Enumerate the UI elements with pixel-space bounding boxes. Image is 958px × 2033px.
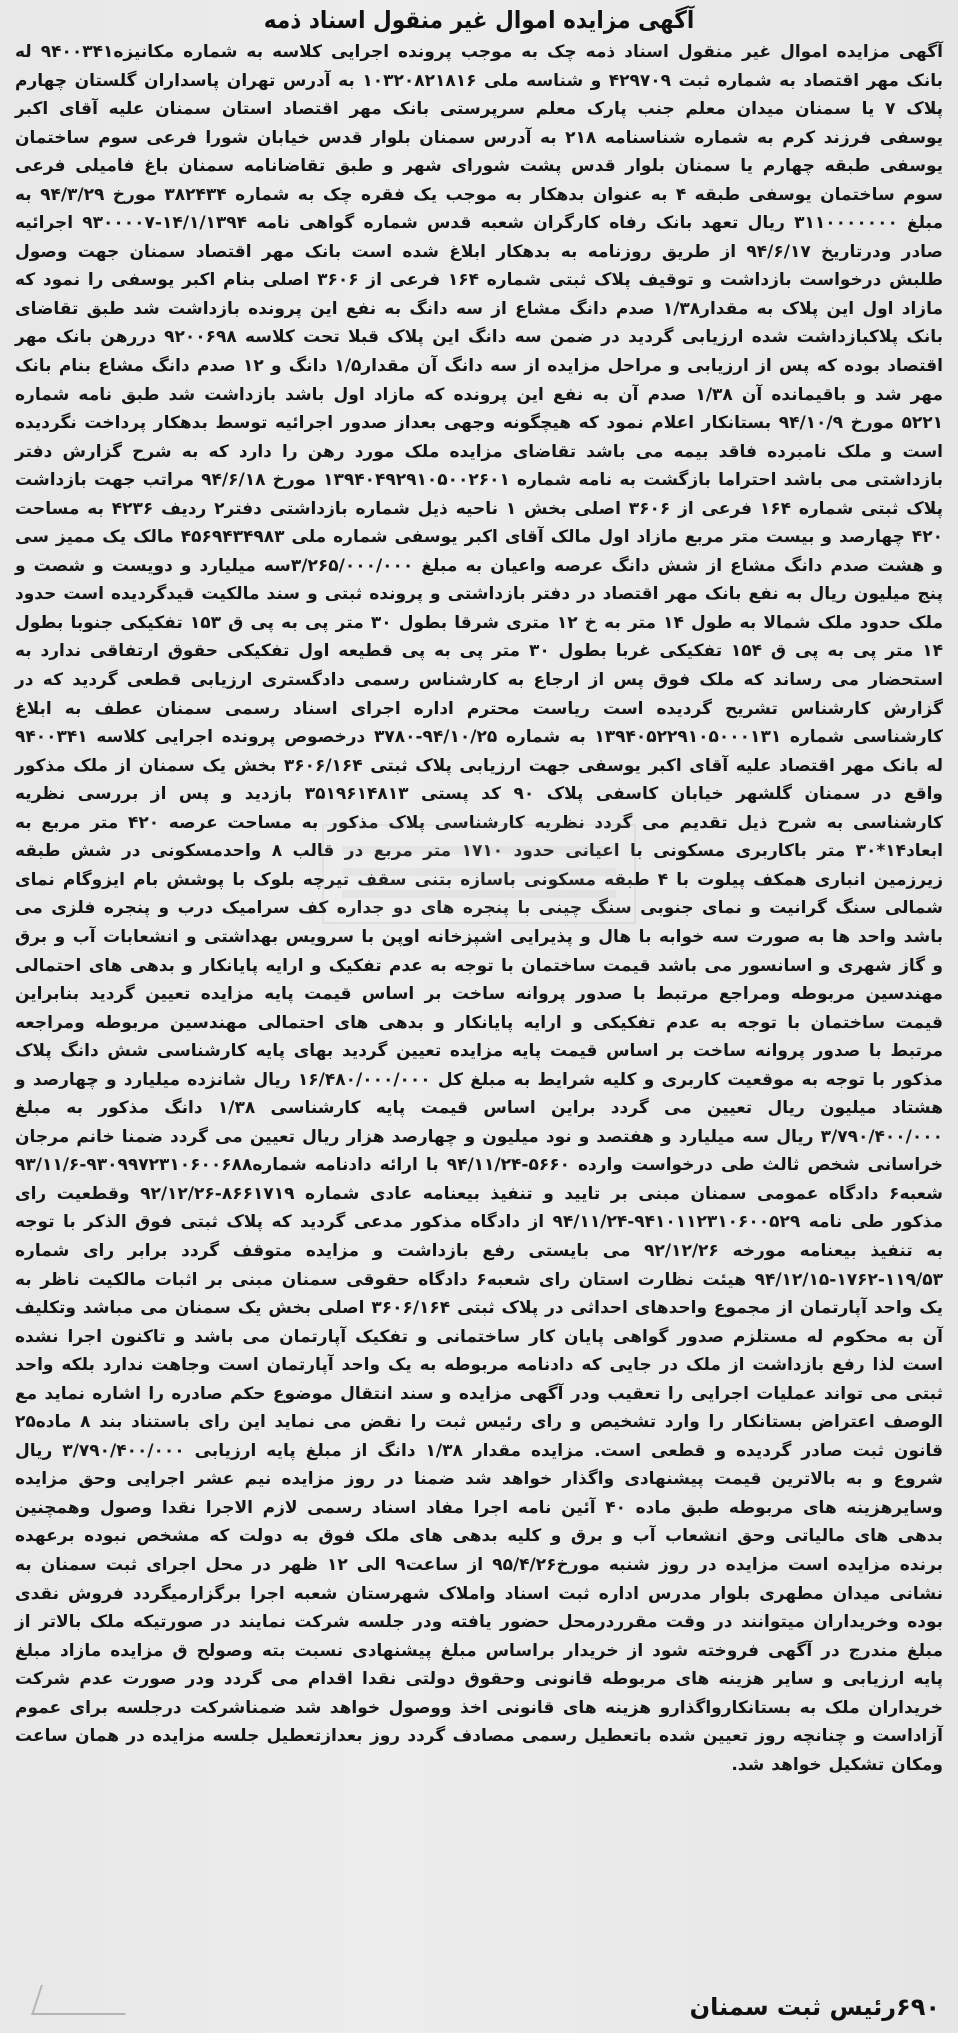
signature-line: ۶۹۰رئیس ثبت سمنان xyxy=(689,1993,940,2021)
notice-body xyxy=(15,38,943,1779)
scan-mark xyxy=(31,1985,135,2015)
notice-paragraph: آگهی مزایده اموال غیر منقول اسناد ذمه چک به موجب پرونده اجرایی کلاسه به شماره مکانیزه۹۴۰۰۳۴۱ له بانک مهر اقتصاد به شماره ثبت ۴۲۹۷۰۹ و شناسه ملی ۱۰۳۲۰۸۲۱۸۱۶ به آدرس تهران پاسداران گلستان چهارم پلاک ۷ یا سمنان میدان معلم جنب پارک معلم سرپرستی بانک مهر اقتصاد استان سمنان علیه آقای اکبر یوسفی فرزند کرم به شماره شناسنامه ۲۱۸ به آدرس سمنان بلوار قدس خیابان شورا فرعی سوم ساختمان یوسفی طبقه چهارم یا سمنان بلوار قدس پشت شورای شهر و طبق تقاضانامه سمنان باغ فامیلی فرعی سوم ساختمان یوسفی طبقه ۴ به عنوان بدهکار به موجب یک فقره چک به شماره ۳۸۲۴۳۴ مورخ ۹۴/۳/۲۹ به مبلغ ۳۱۱۰۰۰۰۰۰۰ ریال تعهد بانک رفاه کارگران شعبه قدس شماره گواهی نامه ۱۴/۱/۱۳۹۴-۹۳۰۰۰۰۷ اجرائیه صادر ودرتاریخ ۹۴/۶/۱۷ از طریق روزنامه به بدهکار ابلاغ شده است بانک مهر اقتصاد سمنان جهت وصول طلبش درخواست بازداشت و توقیف پلاک ثبتی شماره ۱۶۴ فرعی از ۳۶۰۶ اصلی بنام اکبر یوسفی را نمود که مازاد اول این پلاک به مقدار۱/۳۸ صدم دانگ مشاع از سه دانگ به نفع این پرونده بازداشت شد طبق تقاضای بانک پلاکبازداشت شده ارزیابی گردید در ضمن سه دانگ این پلاک قبلا تحت کلاسه ۹۲۰۰۶۹۸ دررهن بانک مهر اقتصاد بوده که پس از ارزیابی و مراحل مزایده از سه دانگ آن مقدار۱/۵ دانگ و ۱۲ صدم دانگ مشاع بنام بانک مهر شد و باقیمانده آن ۱/۳۸ صدم آن به نفع این پرونده که مازاد اول باشد بازداشت شد طبق نامه شماره ۵۲۲۱ مورخ ۹۴/۱۰/۹ بستانکار اعلام نمود که هیچگونه وجهی بعداز صدور اجرائیه توسط بدهکار پرداخت نگردیده است و ملک نامبرده فاقد بیمه می باشد تقاضای مزایده ملک مورد رهن را دارد که به شرح گزارش دفتر بازداشتی می باشد احتراما بازگشت به نامه شماره ۱۳۹۴۰۴۹۲۹۱۰۵۰۰۲۶۰۱ مورخ ۹۴/۶/۱۸ مراتب جهت بازداشت پلاک ثبتی شماره ۱۶۴ فرعی از ۳۶۰۶ اصلی بخش ۱ ناحیه ذیل شماره بازداشتی دفتر۲ ردیف ۴۲۳۶ به مساحت ۴۲۰ چهارصد و بیست متر مربع مازاد اول مالک آقای اکبر یوسفی شماره ملی ۴۵۶۹۴۳۴۹۸۳ مالک یک ممیز سی و هشت صدم دانگ مشاع از شش دانگ عرصه واعیان به مبلغ ۳/۲۶۵/۰۰۰/۰۰۰سه میلیارد و دویست و شصت و پنج میلیون ریال به نفع بانک مهر اقتصاد در دفتر بازداشتی و پرونده ثبتی و سند مالکیت قیدگردیده است حدود ملک حدود ملک شمالا به طول ۱۴ متر به خ ۱۲ متری شرقا بطول ۳۰ متر پی به پی ق ۱۵۳ تفکیکی جنوبا بطول ۱۴ متر پی به پی ق ۱۵۴ تفکیکی غربا بطول ۳۰ متر پی به پی قطیعه اول تفکیکی حقوق ارتفاقی ندارد به استحضار می رساند که ملک فوق پس از ارجاع به کارشناس رسمی دادگستری ارزیابی قطعی گردید که در گزارش کارشناس تشریح گردیده است ریاست محترم اداره اجرای اسناد رسمی سمنان عطف به ابلاغ کارشناسی شماره ۱۳۹۴۰۵۲۲۹۱۰۵۰۰۰۱۳۱ به شماره ۹۴/۱۰/۲۵-۳۷۸۰ درخصوص پرونده اجرایی کلاسه ۹۴۰۰۳۴۱ له بانک مهر اقتصاد علیه آقای اکبر یوسفی جهت ارزیابی پلاک ثبتی ۳۶۰۶/۱۶۴ بخش یک سمنان از ملک مذکور واقع در سمنان گلشهر خیابان کاسفی پلاک ۹۰ کد پستی ۳۵۱۹۶۱۴۸۱۳ بازدید و پس از بررسی نظریه کارشناسی به شرح ذیل تقدیم می گردد نظریه کارشناسی پلاک مذکور به مساحت عرصه ۴۲۰ متر مربع به ابعاد۱۴*۳۰ متر باکاربری مسکونی با اعیانی حدود ۱۷۱۰ متر مربع در قالب ۸ واحدمسکونی در شش طبقه زیرزمین انباری همکف پیلوت با ۴ طبقه مسکونی باسازه بتنی سقف تیرچه بلوک با پوشش بام ایزوگام نمای شمالی سنگ گرانیت و نمای جنوبی سنگ چینی با پنجره های دو جداره کف سرامیک درب و پنجره فلزی می باشد واحد ها به صورت سه خوابه با هال و پذیرایی اشپزخانه اوپن با سرویس بهداشتی و انشعابات آب و برق و گاز شهری و اسانسور می باشد قیمت ساختمان با توجه به عدم تفکیک و ارایه پایانکار و بدهی های احتمالی مهندسین مربوطه ومراجع مرتبط با صدور پروانه ساخت بر اساس قیمت پایه مزایده تعیین گردید بنابراین قیمت ساختمان با توجه به عدم تفکیکی و ارایه پایانکار و بدهی های احتمالی مهندسین مربوطه ومراجعه مرتبط با صدور پروانه ساخت بر اساس قیمت پایه مزایده تعیین گردید بهای پایه کارشناسی شش دانگ پلاک مذکور با توجه به موقعیت کاربری و کلیه شرایط به مبلغ کل ۱۶/۴۸۰/۰۰۰/۰۰۰ ریال شانزده میلیارد و چهارصد و هشتاد میلیون ریال تعیین می گردد براین اساس قیمت پایه کارشناسی ۱/۳۸ دانگ مذکور به مبلغ ۳/۷۹۰/۴۰۰/۰۰۰ ریال سه میلیارد و هفتصد و نود میلیون و چهارصد هزار ریال تعیین می گردد ضمنا خانم مرجان خراسانی شخص ثالث طی درخواست وارده ۵۶۶۰-۹۴/۱۱/۲۴ با ارائه دادنامه شماره۹۳۰۹۹۷۲۳۱۰۶۰۰۶۸۸-۹۳/۱۱/۶ شعبه۶ دادگاه عمومی سمنان مبنی بر تایید و تنفیذ بیعنامه عادی شماره ۸۶۶۱۷۱۹-۹۲/۱۲/۲۶ وقطعیت رای مذکور طی نامه ۹۴۱۰۱۱۲۳۱۰۶۰۰۵۲۹-۹۴/۱۱/۲۴ از دادگاه مذکور مدعی گردید که پلاک ثبتی فوق الذکر با توجه به تنفیذ بیعنامه مورخه ۹۲/۱۲/۲۶ می بایستی رفع بازداشت و مزایده متوقف گردد برابر رای شماره ۱۱۹/۵۳-۱۷۶۲-۹۴/۱۲/۱۵ هیئت نظارت استان رای شعبه۶ دادگاه حقوقی سمنان مبنی بر اثبات مالکیت ناظر به یک واحد آپارتمان از مجموع واحدهای احداثی در پلاک ثبتی ۳۶۰۶/۱۶۴ اصلی بخش یک سمنان می مباشد وتکلیف آن به محکوم له مستلزم صدور گواهی پایان کار ساختمانی و تفکیک آپارتمان می باشد و تاکنون اجرا نشده است لذا رفع بازداشت از ملک در جایی که دادنامه مربوطه به یک واحد آپارتمان است وجاهت ندارد بلکه واحد ثبتی می تواند عملیات اجرایی را تعقیب ودر آگهی مزایده و سند انتقال موضوع حکم صادره را اشاره نماید مع الوصف اعتراض بستانکار را وارد تشخیص و رای رئیس ثبت را نقض می نماید این رای باستناد بند ۸ ماده۲۵ قانون ثبت صادر گردیده و قطعی است. مزایده مقدار ۱/۳۸ دانگ از مبلغ پایه ارزیابی ۳/۷۹۰/۴۰۰/۰۰۰ ریال شروع و به بالاترین قیمت پیشنهادی واگذار خواهد شد ضمنا در روز مزایده نیم عشر اجرایی وحق مزایده وسایرهزینه های مربوطه طبق ماده ۴۰ آئین نامه اجرا مفاد اسناد رسمی لازم الاجرا نقدا وصول وهمچنین بدهی های مالیاتی وحق انشعاب آب و برق و کلیه بدهی های ملک فوق به دولت که مشخص نبوده برعهده برنده مزایده است مزایده در روز شنبه مورخ۹۵/۴/۲۶ از ساعت۹ الی ۱۲ ظهر در محل اجرای ثبت سمنان به نشانی میدان مطهری بلوار مدرس اداره ثبت اسناد واملاک شهرستان شعبه اجرا برگزارمیگردد فروش نقدی بوده وخریداران میتوانند در وقت مقرردرمحل حضور یافته ودر جلسه شرکت نمایند در صورتیکه ملک بالاتر از مبلغ مندرج در آگهی فروخته شود از خریدار براساس مبلغ پیشنهادی نسبت بته وصولح ق مزایده مازاد مبلغ پایه ارزیابی و سایر هزینه های مربوطه قانونی وحقوق دولتی نقدا اقدام می گردد ودر صورت عدم شرکت خریداران ملک به بستانکارواگذارو هزینه های قانونی اخذ ووصول خواهد شد ضمناشرکت درجلسه برای عموم آزاداست و چنانچه روز تعیین شده باتعطیل رسمی مصادف گردد روز بعدازتعطیل جلسه مزایده در همان ساعت ومکان تشکیل خواهد شد. xyxy=(15,42,944,1775)
notice-title: آگهی مزایده اموال غیر منقول اسناد ذمه xyxy=(263,6,695,34)
